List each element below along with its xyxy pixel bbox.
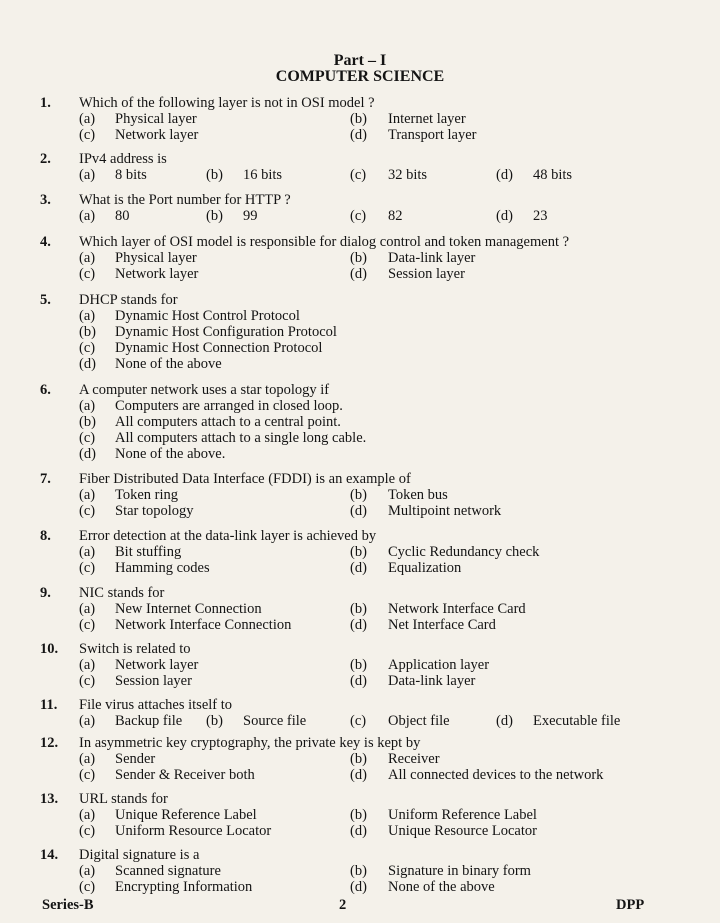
option-text: Executable file: [533, 713, 621, 729]
question-number: 5.: [40, 292, 51, 308]
option-label: (b): [350, 544, 367, 560]
question-text: In asymmetric key cryptography, the private key is kept by: [79, 735, 421, 751]
option-label: (b): [350, 863, 367, 879]
question-text: NIC stands for: [79, 585, 165, 601]
option-text: 82: [388, 208, 403, 224]
option-text: 80: [115, 208, 130, 224]
option-label: (a): [79, 713, 96, 729]
question-number: 14.: [40, 847, 59, 863]
option-text: Data-link layer: [388, 673, 476, 689]
option-text: Hamming codes: [115, 560, 210, 576]
option-text: Source file: [243, 713, 307, 729]
option-label: (a): [79, 863, 96, 879]
question-number: 8.: [40, 528, 51, 544]
question-number: 11.: [40, 697, 58, 713]
option-label: (d): [350, 823, 367, 839]
option-text: Unique Reference Label: [115, 807, 257, 823]
option-text: Token bus: [388, 487, 448, 503]
option-label: (b): [206, 713, 223, 729]
page-number: 2: [339, 897, 347, 913]
option-text: Equalization: [388, 560, 462, 576]
question-text: URL stands for: [79, 791, 168, 807]
option-text: Network layer: [115, 266, 199, 282]
question-text: IPv4 address is: [79, 151, 167, 167]
question-text: Fiber Distributed Data Interface (FDDI) is an example of: [79, 471, 411, 487]
option-label: (d): [79, 446, 96, 462]
option-label: (b): [79, 324, 96, 340]
question-number: 7.: [40, 471, 51, 487]
option-text: Sender & Receiver both: [115, 767, 255, 783]
option-label: (d): [350, 127, 367, 143]
option-label: (b): [350, 250, 367, 266]
option-text: Net Interface Card: [388, 617, 496, 633]
question-text: A computer network uses a star topology if: [79, 382, 330, 398]
option-text: 32 bits: [388, 167, 428, 183]
series-label: Series-B: [42, 897, 94, 913]
subject-heading: COMPUTER SCIENCE: [275, 68, 445, 85]
option-text: Uniform Resource Locator: [115, 823, 272, 839]
option-label: (c): [79, 340, 96, 356]
option-label: (c): [350, 167, 367, 183]
option-text: Network Interface Connection: [115, 617, 292, 633]
option-text: Dynamic Host Configuration Protocol: [115, 324, 337, 340]
option-text: Internet layer: [388, 111, 466, 127]
option-text: Transport layer: [388, 127, 477, 143]
option-text: Uniform Reference Label: [388, 807, 537, 823]
question-text: Which layer of OSI model is responsible for dialog control and token management ?: [79, 234, 570, 250]
option-label: (b): [350, 751, 367, 767]
option-text: Network layer: [115, 127, 199, 143]
option-label: (b): [79, 414, 96, 430]
option-label: (a): [79, 167, 96, 183]
option-label: (b): [350, 487, 367, 503]
option-text: Object file: [388, 713, 450, 729]
option-text: Bit stuffing: [115, 544, 182, 560]
question-number: 1.: [40, 95, 51, 111]
option-text: None of the above.: [115, 446, 226, 462]
question-text: What is the Port number for HTTP ?: [79, 192, 291, 208]
option-text: Sender: [115, 751, 156, 767]
option-label: (a): [79, 398, 96, 414]
option-label: (c): [350, 713, 367, 729]
option-text: Session layer: [388, 266, 465, 282]
option-text: All computers attach to a central point.: [115, 414, 341, 430]
question-text: DHCP stands for: [79, 292, 178, 308]
question-text: Switch is related to: [79, 641, 191, 657]
option-text: All computers attach to a single long cable.: [115, 430, 367, 446]
option-label: (d): [79, 356, 96, 372]
question-number: 9.: [40, 585, 51, 601]
option-text: Cyclic Redundancy check: [388, 544, 540, 560]
option-text: Multipoint network: [388, 503, 502, 519]
option-label: (b): [350, 111, 367, 127]
option-label: (a): [79, 111, 96, 127]
option-text: Dynamic Host Connection Protocol: [115, 340, 323, 356]
option-text: Signature in binary form: [388, 863, 531, 879]
option-text: Star topology: [115, 503, 194, 519]
code-label: DPP: [616, 897, 645, 913]
option-label: (d): [350, 560, 367, 576]
question-number: 6.: [40, 382, 51, 398]
option-label: (a): [79, 657, 96, 673]
bleed-through-text: ​: [29, 12, 31, 32]
option-text: Scanned signature: [115, 863, 221, 879]
option-label: (c): [350, 208, 367, 224]
option-text: Token ring: [115, 487, 179, 503]
option-label: (c): [79, 503, 96, 519]
option-label: (a): [79, 308, 96, 324]
question-text: Which of the following layer is not in OSI model ?: [79, 95, 375, 111]
option-label: (c): [79, 673, 96, 689]
question-number: 3.: [40, 192, 51, 208]
option-label: (a): [79, 487, 96, 503]
option-label: (d): [350, 503, 367, 519]
part-heading: Part – I: [333, 52, 387, 69]
option-label: (b): [350, 807, 367, 823]
option-label: (c): [79, 767, 96, 783]
option-text: Application layer: [388, 657, 490, 673]
option-text: None of the above: [388, 879, 495, 895]
question-text: Error detection at the data-link layer is achieved by: [79, 528, 377, 544]
question-number: 12.: [40, 735, 59, 751]
option-label: (d): [350, 673, 367, 689]
option-text: Network layer: [115, 657, 199, 673]
option-text: 8 bits: [115, 167, 147, 183]
option-label: (d): [350, 266, 367, 282]
option-label: (d): [350, 767, 367, 783]
option-label: (d): [496, 167, 513, 183]
option-label: (d): [496, 713, 513, 729]
option-text: Network Interface Card: [388, 601, 526, 617]
option-text: All connected devices to the network: [388, 767, 604, 783]
option-label: (c): [79, 430, 96, 446]
option-label: (c): [79, 266, 96, 282]
question-number: 4.: [40, 234, 51, 250]
option-label: (c): [79, 560, 96, 576]
question-text: File virus attaches itself to: [79, 697, 233, 713]
option-label: (b): [350, 657, 367, 673]
option-text: Data-link layer: [388, 250, 476, 266]
option-label: (d): [350, 617, 367, 633]
option-label: (a): [79, 751, 96, 767]
option-label: (d): [496, 208, 513, 224]
option-text: 23: [533, 208, 548, 224]
option-text: 99: [243, 208, 258, 224]
option-text: Encrypting Information: [115, 879, 253, 895]
option-text: Dynamic Host Control Protocol: [115, 308, 300, 324]
option-text: Unique Resource Locator: [388, 823, 537, 839]
option-text: Backup file: [115, 713, 183, 729]
option-text: New Internet Connection: [115, 601, 262, 617]
question-text: Digital signature is a: [79, 847, 200, 863]
option-label: (b): [206, 208, 223, 224]
question-number: 10.: [40, 641, 59, 657]
option-label: (b): [206, 167, 223, 183]
option-label: (d): [350, 879, 367, 895]
option-label: (a): [79, 601, 96, 617]
option-label: (a): [79, 807, 96, 823]
option-label: (b): [350, 601, 367, 617]
option-text: Computers are arranged in closed loop.: [115, 398, 343, 414]
option-label: (c): [79, 127, 96, 143]
option-label: (c): [79, 617, 96, 633]
question-number: 2.: [40, 151, 51, 167]
option-text: None of the above: [115, 356, 222, 372]
option-label: (a): [79, 544, 96, 560]
option-text: Physical layer: [115, 250, 197, 266]
option-text: Physical layer: [115, 111, 197, 127]
option-text: 48 bits: [533, 167, 573, 183]
option-text: Receiver: [388, 751, 440, 767]
option-text: 16 bits: [243, 167, 283, 183]
option-label: (c): [79, 879, 96, 895]
option-label: (a): [79, 208, 96, 224]
option-label: (a): [79, 250, 96, 266]
option-text: Session layer: [115, 673, 192, 689]
question-number: 13.: [40, 791, 59, 807]
option-label: (c): [79, 823, 96, 839]
